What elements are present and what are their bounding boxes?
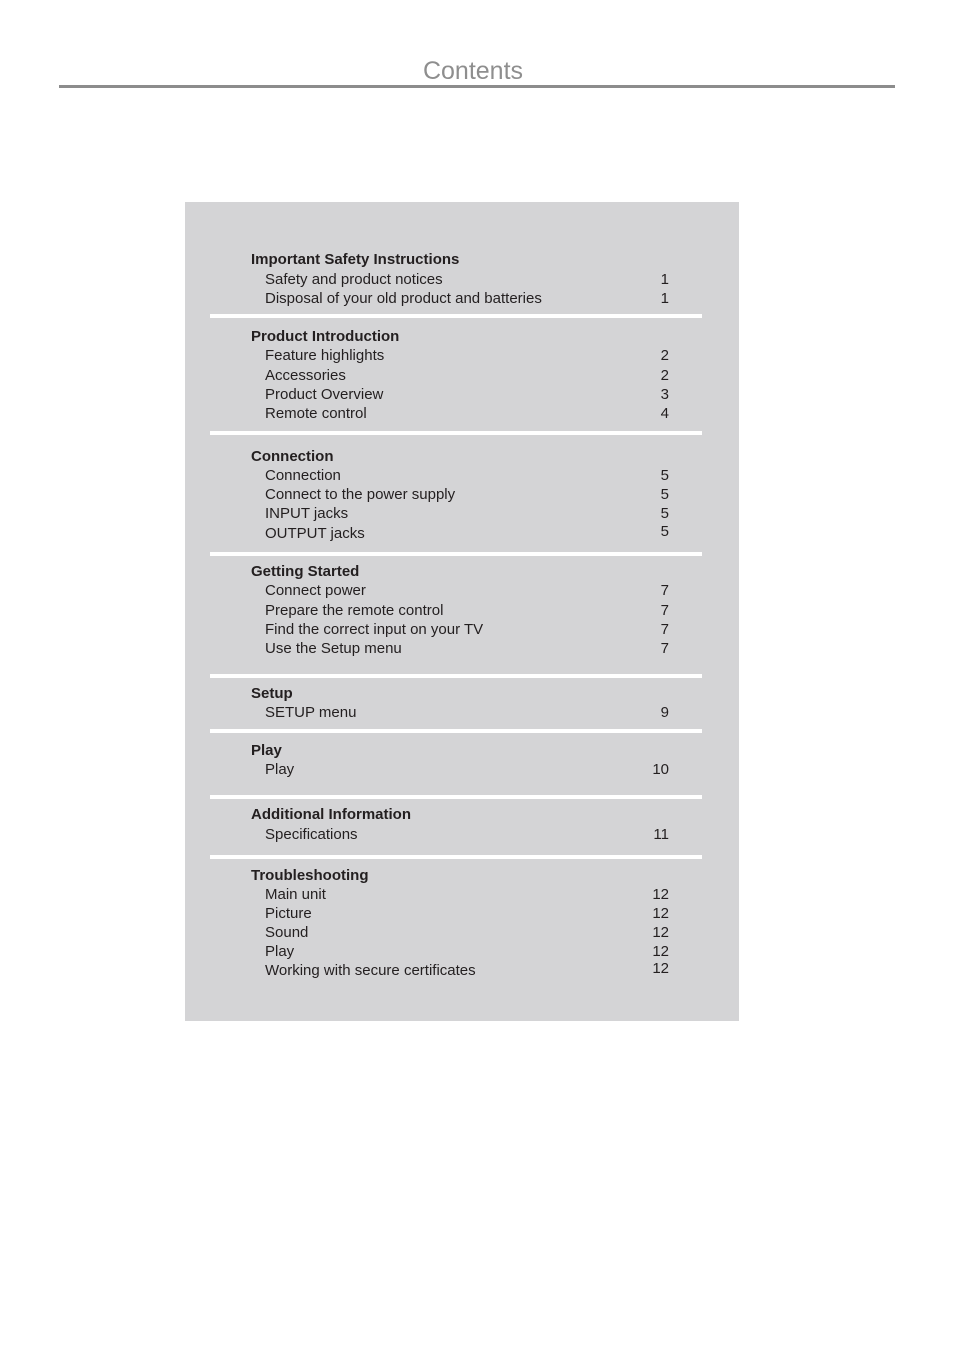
section-heading: Important Safety Instructions [251,251,460,268]
toc-entry[interactable] [265,289,669,308]
toc-entry[interactable] [265,385,669,404]
entry-page-number: 7 [660,582,669,599]
entry-title: Play [265,943,295,960]
section-heading: Product Introduction [251,328,400,345]
entry-page-number: 5 [660,523,669,540]
section-divider [210,314,702,318]
entry-page-number: 7 [660,621,669,638]
section-divider [210,795,702,799]
entry-title: Remote control [265,405,367,422]
entry-title: Main unit [265,886,326,903]
entry-page-number: 12 [652,886,669,903]
toc-panel [185,202,739,1021]
section-divider [210,431,702,435]
entry-page-number: 2 [660,367,669,384]
toc-entry[interactable] [265,639,669,658]
toc-entry[interactable] [265,942,669,961]
entry-page-number: 12 [652,960,669,977]
section-heading: Play [251,742,282,759]
entry-title: Working with secure certificates [265,962,476,979]
toc-entry[interactable] [265,404,669,423]
entry-page-number: 7 [660,602,669,619]
entry-page-number: 12 [652,943,669,960]
entry-title: INPUT jacks [265,505,349,522]
entry-title: Find the correct input on your TV [265,621,484,638]
entry-page-number: 11 [653,826,669,843]
entry-title: Connect to the power supply [265,486,456,503]
section-divider [210,674,702,678]
entry-title: Sound [265,924,309,941]
section-divider [210,552,702,556]
page-title: Contents [422,57,524,85]
title-divider [59,85,895,88]
entry-page-number: 12 [652,905,669,922]
toc-entry[interactable] [265,904,669,923]
entry-title: Specifications [265,826,358,843]
entry-page-number: 1 [660,271,669,288]
toc-entry[interactable] [265,366,669,385]
toc-entry[interactable] [265,601,669,620]
entry-page-number: 7 [660,640,669,657]
entry-page-number: 3 [660,386,669,403]
entry-title: Connection [265,467,341,484]
entry-title: Play [265,761,295,778]
entry-title: Product Overview [265,386,384,403]
entry-title: Disposal of your old product and batteries [265,290,542,307]
entry-page-number: 1 [660,290,669,307]
toc-entry[interactable] [265,620,669,639]
toc-entry[interactable] [265,466,669,485]
entry-title: Use the Setup menu [265,640,402,657]
toc-entry[interactable] [265,581,669,600]
toc-entry[interactable] [265,760,669,779]
entry-title: Prepare the remote control [265,602,444,619]
entry-page-number: 10 [652,761,669,778]
section-heading: Getting Started [251,563,360,580]
toc-entry[interactable] [265,825,669,844]
section-heading: Troubleshooting [251,867,369,884]
toc-entry[interactable] [265,504,669,523]
entry-title: Picture [265,905,312,922]
entry-page-number: 9 [660,704,669,721]
entry-page-number: 4 [660,405,669,422]
entry-page-number: 12 [652,924,669,941]
toc-entry[interactable] [265,346,669,365]
toc-entry[interactable] [265,703,669,722]
entry-page-number: 5 [660,486,669,503]
toc-entry[interactable] [265,485,669,504]
entry-title: Safety and product notices [265,271,443,288]
section-heading: Connection [251,448,334,465]
entry-page-number: 2 [660,347,669,364]
entry-page-number: 5 [660,467,669,484]
entry-title: SETUP menu [265,704,357,721]
toc-entry[interactable] [265,923,669,942]
section-divider [210,729,702,733]
entry-page-number: 5 [660,505,669,522]
toc-entry[interactable] [265,961,669,980]
toc-entry[interactable] [265,524,669,543]
section-divider [210,855,702,859]
entry-title: Connect power [265,582,366,599]
toc-entry[interactable] [265,885,669,904]
entry-title: Feature highlights [265,347,385,364]
entry-title: OUTPUT jacks [265,525,365,542]
toc-entry[interactable] [265,270,669,289]
entry-title: Accessories [265,367,346,384]
section-heading: Setup [251,685,293,702]
section-heading: Additional Information [251,806,411,823]
